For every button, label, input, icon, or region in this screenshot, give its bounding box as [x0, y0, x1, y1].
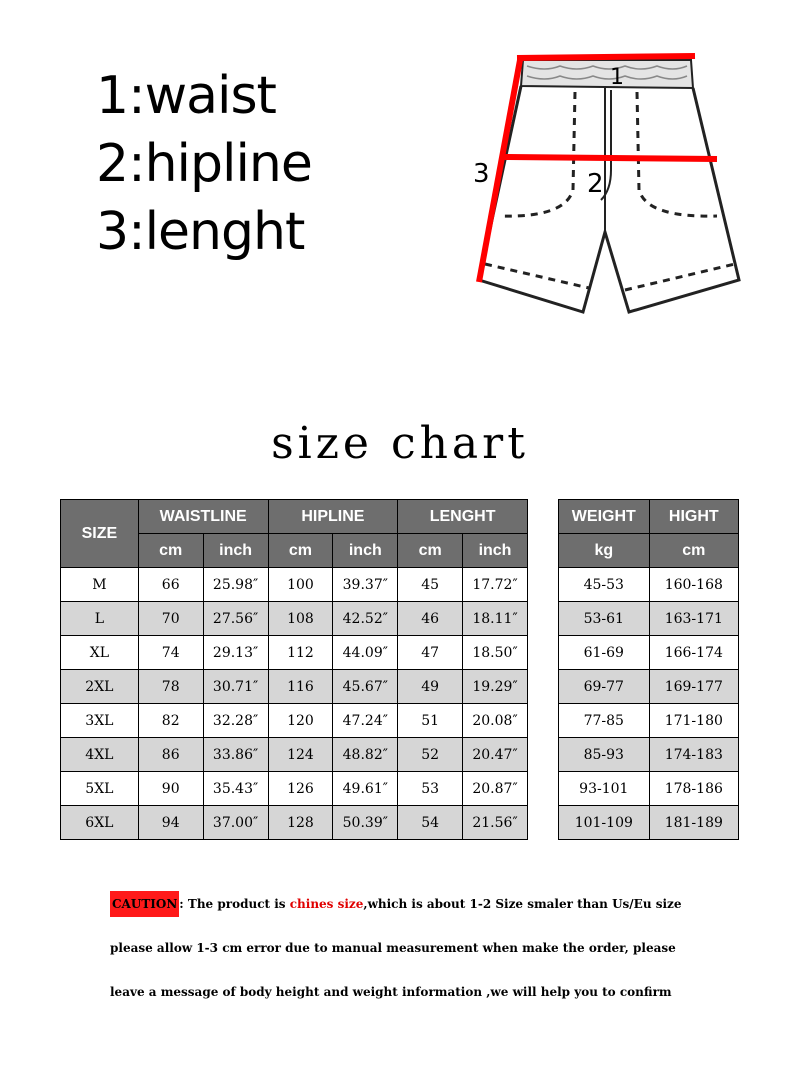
- table-cell: 116: [268, 670, 333, 704]
- weight-height-table: [558, 499, 739, 840]
- table-cell: 19.29″: [463, 670, 528, 704]
- table-cell: 178-186: [649, 772, 738, 806]
- table-cell: 120: [268, 704, 333, 738]
- caution-notice: [110, 893, 710, 1025]
- table-row: [559, 602, 739, 636]
- table-cell: 85-93: [559, 738, 650, 772]
- table-cell: 163-171: [649, 602, 738, 636]
- hip-measure-line: [503, 157, 717, 159]
- caution-tag: CAUTION: [110, 891, 179, 917]
- table-cell: 52: [398, 738, 463, 772]
- table-row: [61, 704, 528, 738]
- table-row: [61, 738, 528, 772]
- table-row: [61, 806, 528, 840]
- table-cell: 45.67″: [333, 670, 398, 704]
- table-cell: L: [61, 602, 139, 636]
- table-row: [61, 670, 528, 704]
- table-row: [559, 704, 739, 738]
- table-cell: 20.08″: [463, 704, 528, 738]
- waistband-shape: [521, 60, 693, 88]
- caution-highlight: chines size: [289, 897, 364, 911]
- table-cell: 128: [268, 806, 333, 840]
- unit-header: inch: [203, 534, 268, 568]
- table-row: [61, 602, 528, 636]
- table-cell: 30.71″: [203, 670, 268, 704]
- weight-header: WEIGHT: [559, 500, 650, 534]
- table-cell: 93-101: [559, 772, 650, 806]
- table-cell: 5XL: [61, 772, 139, 806]
- height-header: HIGHT: [649, 500, 738, 534]
- table-cell: 18.11″: [463, 602, 528, 636]
- table-cell: 181-189: [649, 806, 738, 840]
- table-row: [559, 738, 739, 772]
- shorts-diagram: [465, 40, 755, 340]
- table-cell: XL: [61, 636, 139, 670]
- table-cell: 66: [138, 568, 203, 602]
- table-cell: 20.47″: [463, 738, 528, 772]
- unit-header: cm: [268, 534, 333, 568]
- table-cell: 27.56″: [203, 602, 268, 636]
- table-cell: 25.98″: [203, 568, 268, 602]
- unit-header: cm: [649, 534, 738, 568]
- table-cell: 126: [268, 772, 333, 806]
- legend-length: 3:lenght: [96, 202, 305, 262]
- table-cell: 108: [268, 602, 333, 636]
- table-cell: 90: [138, 772, 203, 806]
- table-cell: 4XL: [61, 738, 139, 772]
- table-cell: 171-180: [649, 704, 738, 738]
- table-cell: 33.86″: [203, 738, 268, 772]
- unit-header: kg: [559, 534, 650, 568]
- caution-text-b: ,which is about 1-2 Size smaler than Us/Eu size: [363, 897, 682, 911]
- table-cell: 86: [138, 738, 203, 772]
- size-chart-title: size chart: [271, 418, 529, 469]
- table-cell: 46: [398, 602, 463, 636]
- table-cell: M: [61, 568, 139, 602]
- table-cell: 101-109: [559, 806, 650, 840]
- shorts-illustration: [465, 40, 755, 340]
- table-cell: 35.43″: [203, 772, 268, 806]
- table-cell: 47: [398, 636, 463, 670]
- shorts-outline: [479, 86, 739, 312]
- table-cell: 82: [138, 704, 203, 738]
- table-cell: 169-177: [649, 670, 738, 704]
- table-cell: 2XL: [61, 670, 139, 704]
- unit-header: inch: [333, 534, 398, 568]
- label-2: 2: [587, 169, 604, 199]
- table-cell: 53: [398, 772, 463, 806]
- table-cell: 45-53: [559, 568, 650, 602]
- table-row: [61, 568, 528, 602]
- table-cell: 6XL: [61, 806, 139, 840]
- table-cell: 49: [398, 670, 463, 704]
- table-cell: 54: [398, 806, 463, 840]
- table-cell: 74: [138, 636, 203, 670]
- table-cell: 44.09″: [333, 636, 398, 670]
- size-header: SIZE: [61, 500, 139, 568]
- caution-text-a: : The product is: [179, 897, 290, 911]
- table-cell: 78: [138, 670, 203, 704]
- table-cell: 160-168: [649, 568, 738, 602]
- table-cell: 18.50″: [463, 636, 528, 670]
- table-cell: 42.52″: [333, 602, 398, 636]
- table-cell: 100: [268, 568, 333, 602]
- hipline-header: HIPLINE: [268, 500, 398, 534]
- caution-line-3: leave a message of body height and weight information ,we will help you to confirm: [110, 985, 672, 999]
- size-table: [60, 499, 528, 840]
- table-cell: 50.39″: [333, 806, 398, 840]
- table-cell: 3XL: [61, 704, 139, 738]
- table-row: [61, 636, 528, 670]
- table-cell: 20.87″: [463, 772, 528, 806]
- legend-waist: 1:waist: [96, 66, 276, 126]
- table-cell: 112: [268, 636, 333, 670]
- table-row: [559, 568, 739, 602]
- table-row: [559, 772, 739, 806]
- label-1: 1: [610, 65, 624, 90]
- table-cell: 32.28″: [203, 704, 268, 738]
- table-cell: 166-174: [649, 636, 738, 670]
- table-cell: 94: [138, 806, 203, 840]
- table-cell: 48.82″: [333, 738, 398, 772]
- table-row: [559, 670, 739, 704]
- unit-header: cm: [398, 534, 463, 568]
- table-cell: 70: [138, 602, 203, 636]
- label-3: 3: [473, 159, 490, 189]
- unit-header: cm: [138, 534, 203, 568]
- table-cell: 37.00″: [203, 806, 268, 840]
- table-row: [559, 806, 739, 840]
- waist-measure-line: [517, 56, 695, 58]
- table-cell: 47.24″: [333, 704, 398, 738]
- waistline-header: WAISTLINE: [138, 500, 268, 534]
- table-cell: 49.61″: [333, 772, 398, 806]
- table-cell: 174-183: [649, 738, 738, 772]
- measurement-legend: [96, 62, 312, 266]
- table-cell: 51: [398, 704, 463, 738]
- table-cell: 39.37″: [333, 568, 398, 602]
- table-cell: 21.56″: [463, 806, 528, 840]
- table-cell: 61-69: [559, 636, 650, 670]
- table-cell: 77-85: [559, 704, 650, 738]
- legend-hipline: 2:hipline: [96, 134, 312, 194]
- table-cell: 17.72″: [463, 568, 528, 602]
- caution-line-2: please allow 1-3 cm error due to manual measurement when make the order, please: [110, 941, 676, 955]
- table-cell: 53-61: [559, 602, 650, 636]
- table-cell: 45: [398, 568, 463, 602]
- table-cell: 69-77: [559, 670, 650, 704]
- table-row: [559, 636, 739, 670]
- table-row: [61, 772, 528, 806]
- length-header: LENGHT: [398, 500, 528, 534]
- table-cell: 124: [268, 738, 333, 772]
- right-pocket: [637, 92, 717, 216]
- unit-header: inch: [463, 534, 528, 568]
- table-cell: 29.13″: [203, 636, 268, 670]
